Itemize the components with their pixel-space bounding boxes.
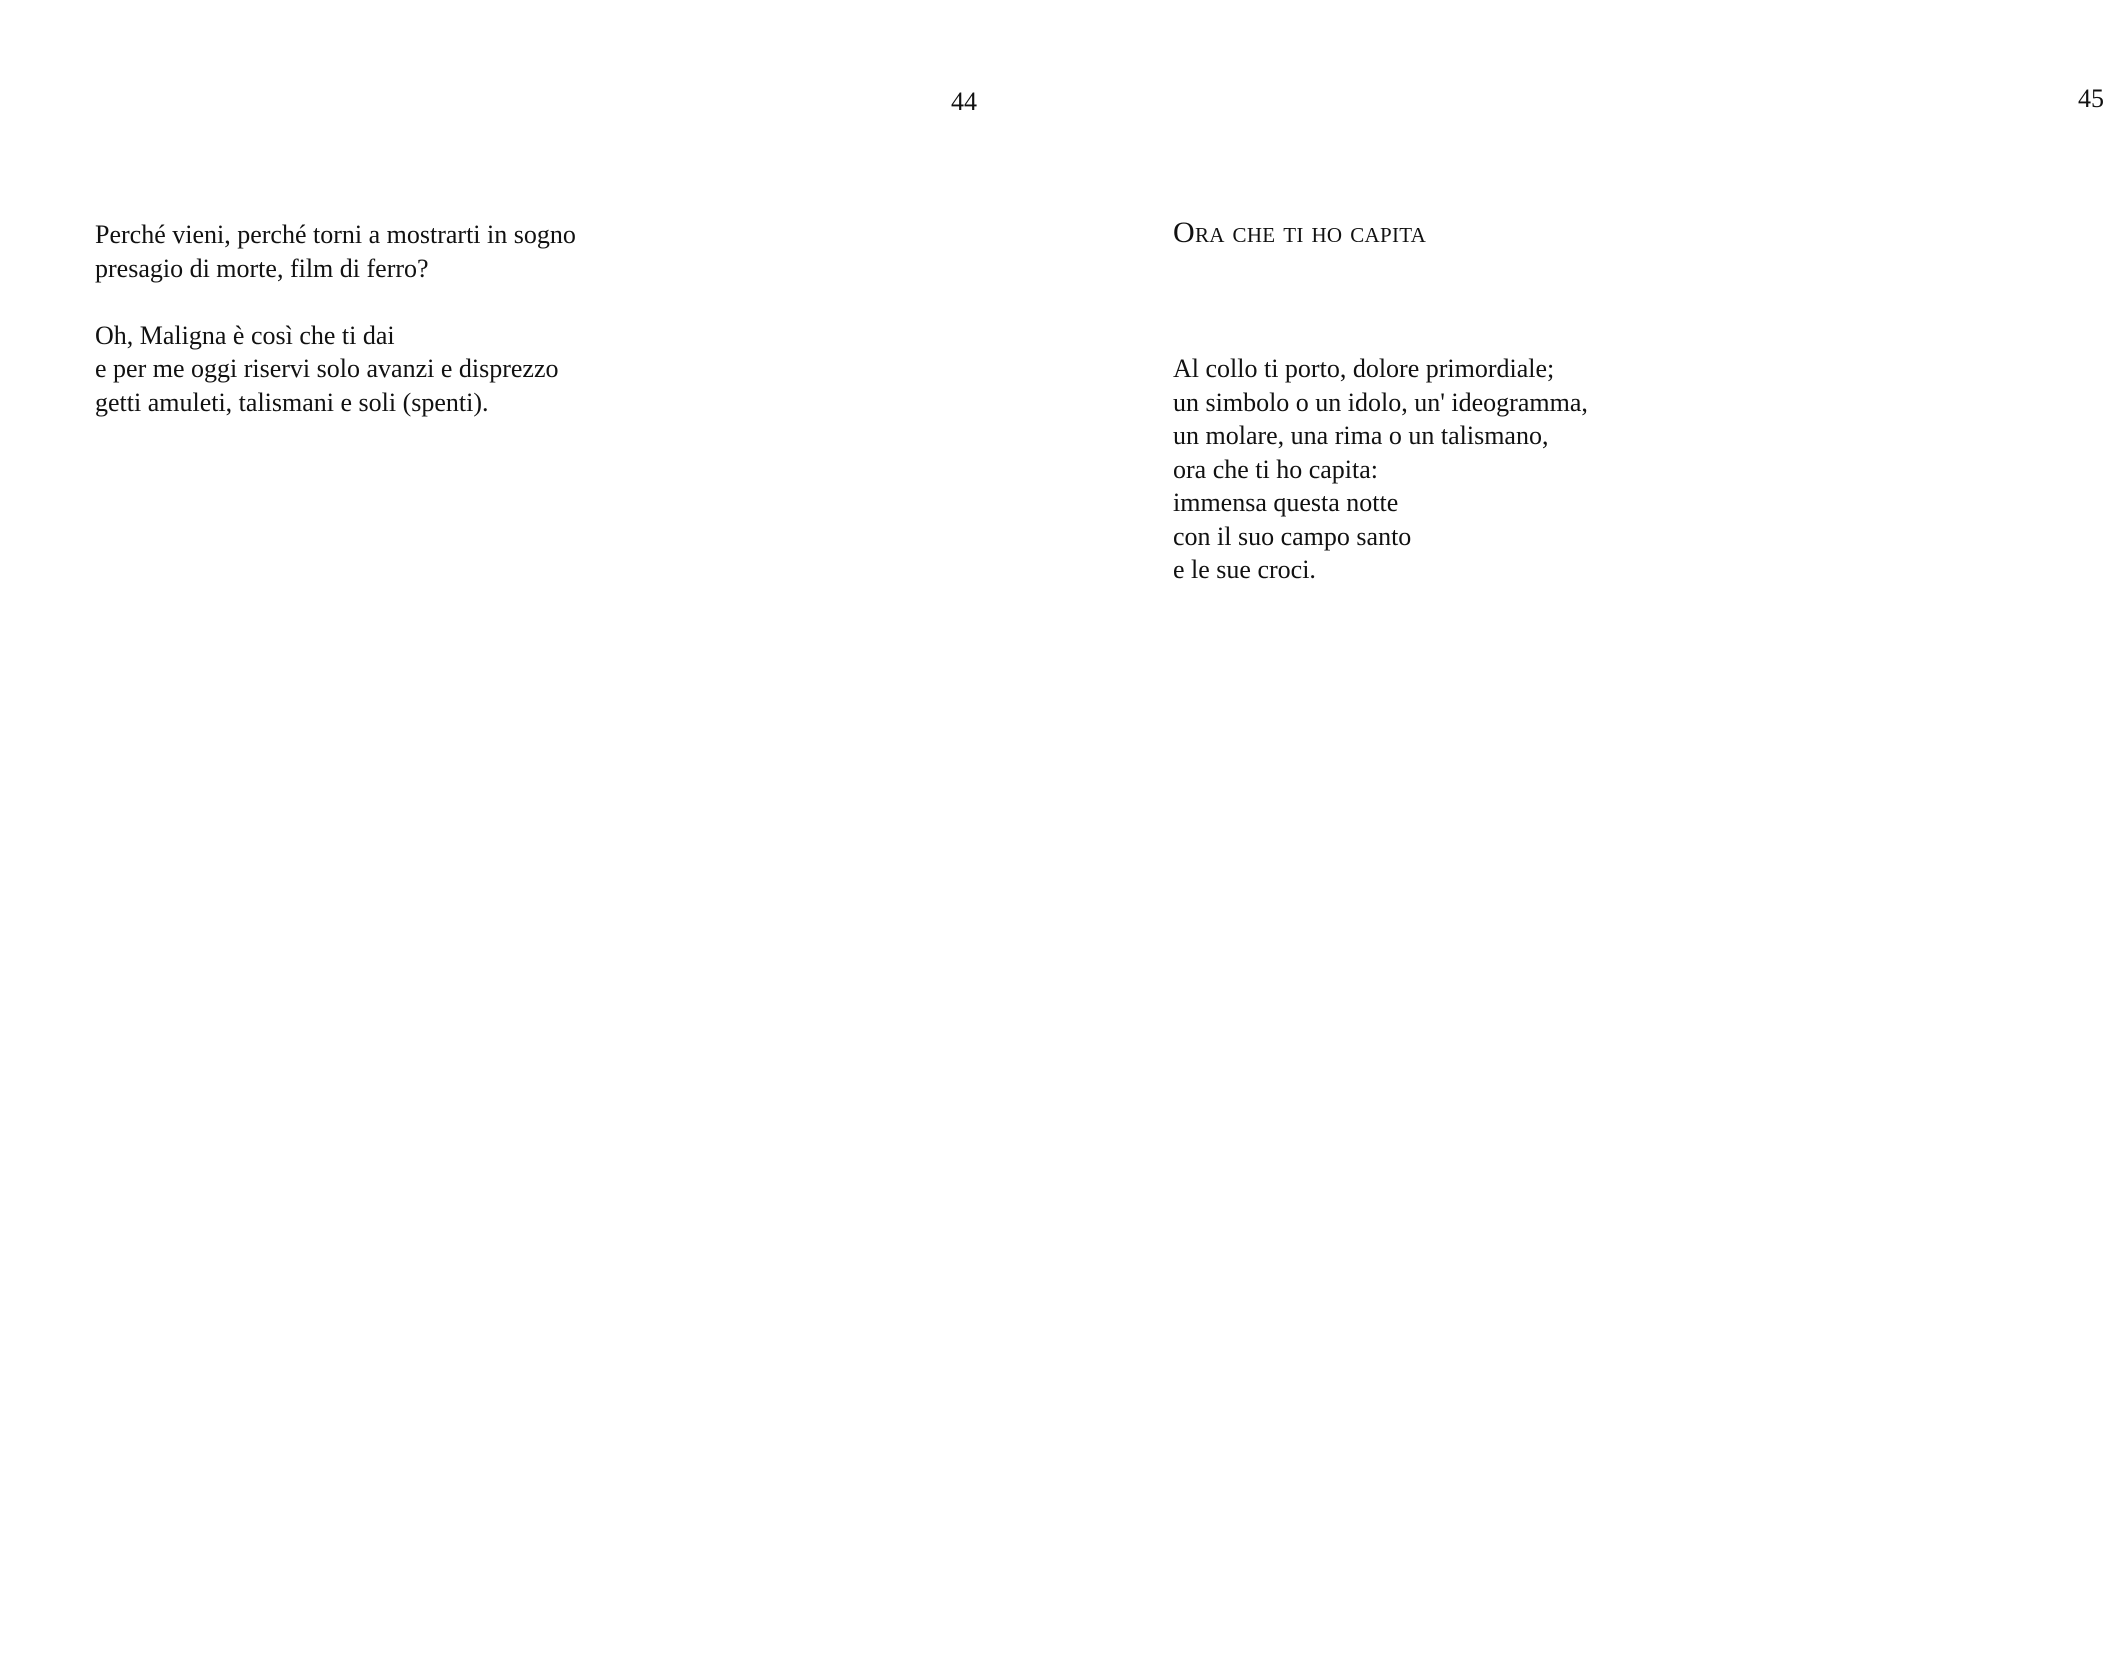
poem-line: Al collo ti porto, dolore primordiale; [1173, 354, 1555, 383]
poem-line: getti amuleti, talismani e soli (spenti). [95, 387, 489, 417]
poem-line: un simbolo o un idolo, un' ideogramma, [1173, 387, 1588, 417]
poem-line: immensa questa notte [1173, 488, 1399, 517]
page-number: 45 [2078, 84, 2104, 113]
poem-body [95, 218, 576, 419]
poem-title: Ora che ti ho capita [1173, 216, 1427, 249]
stanza [1173, 352, 1588, 587]
poem-body [1173, 352, 1588, 587]
poem-line: con il suo campo santo [1173, 521, 1412, 551]
poem-line: Perché vieni, perché torni a mostrarti in sogno [95, 220, 576, 249]
poem-line: presagio di morte, film di ferro? [95, 253, 429, 283]
poem-line: un molare, una rima o un talismano, [1173, 421, 1549, 450]
left-page [0, 0, 1062, 1653]
right-page [1062, 0, 2125, 1653]
stanza [95, 218, 576, 285]
poem-line: e le sue croci. [1173, 555, 1316, 584]
poem-line: Oh, Maligna è così che ti dai [95, 320, 395, 350]
stanza [95, 319, 576, 420]
page-number: 44 [951, 87, 977, 116]
poem-line: e per me oggi riservi solo avanzi e disprezzo [95, 354, 559, 383]
poem-line: ora che ti ho capita: [1173, 454, 1379, 484]
